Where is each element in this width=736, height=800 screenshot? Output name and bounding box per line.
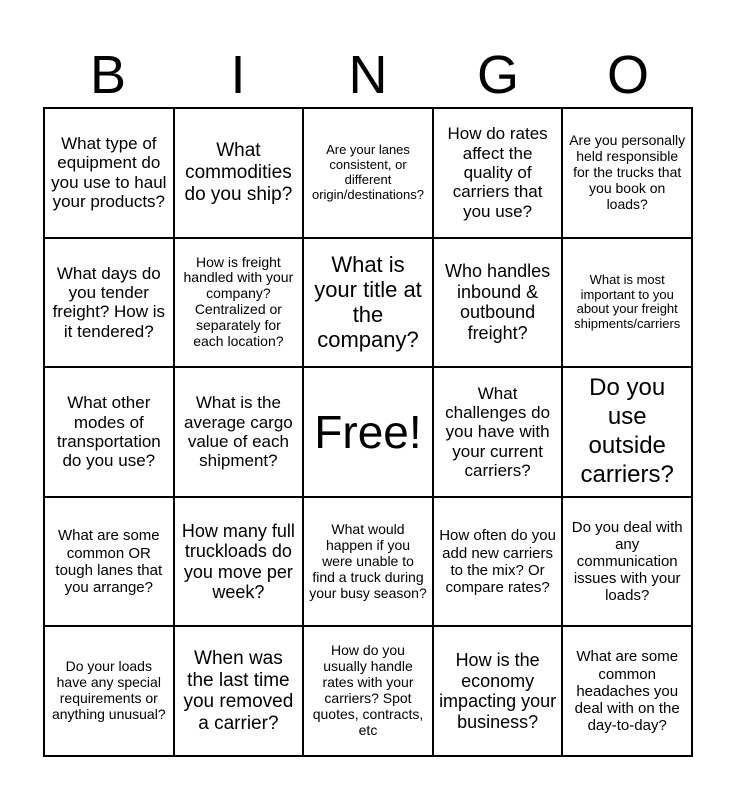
bingo-cell[interactable]: What challenges do you have with your current carriers? bbox=[433, 367, 563, 497]
bingo-cell[interactable]: What are some common headaches you deal with on the day-to-day? bbox=[562, 626, 692, 756]
header-letter-b: B bbox=[89, 45, 127, 105]
bingo-cell[interactable]: What other modes of transportation do you use? bbox=[44, 367, 174, 497]
bingo-cell[interactable]: Who handles inbound & outbound freight? bbox=[433, 238, 563, 368]
header-letter-g: G bbox=[476, 45, 519, 105]
bingo-cell[interactable]: When was the last time you removed a carrier? bbox=[174, 626, 304, 756]
bingo-cell[interactable]: What days do you tender freight? How is it tendered? bbox=[44, 238, 174, 368]
bingo-cell[interactable]: What commodities do you ship? bbox=[174, 108, 304, 238]
bingo-cell[interactable]: How many full truckloads do you move per week? bbox=[174, 497, 304, 627]
header-letter-o: O bbox=[606, 45, 649, 105]
bingo-cell[interactable]: How do rates affect the quality of carriers that you use? bbox=[433, 108, 563, 238]
bingo-cell[interactable]: How often do you add new carriers to the mix? Or compare rates? bbox=[433, 497, 563, 627]
bingo-cell[interactable]: Do your loads have any special requirements or anything unusual? bbox=[44, 626, 174, 756]
bingo-cell[interactable]: How is freight handled with your company? Centralized or separately for each location? bbox=[174, 238, 304, 368]
bingo-cell[interactable]: What is most important to you about your freight shipments/carriers bbox=[562, 238, 692, 368]
bingo-cell[interactable]: Are you personally held responsible for the trucks that you book on loads? bbox=[562, 108, 692, 238]
bingo-cell[interactable]: What is your title at the company? bbox=[303, 238, 433, 368]
bingo-board bbox=[43, 107, 693, 757]
bingo-cell[interactable]: Are your lanes consistent, or different origin/destinations? bbox=[303, 108, 433, 238]
free-space[interactable]: Free! bbox=[303, 367, 433, 497]
bingo-cell[interactable]: What type of equipment do you use to haul your products? bbox=[44, 108, 174, 238]
header-letter-n: N bbox=[348, 45, 388, 105]
bingo-cell[interactable]: How do you usually handle rates with your carriers? Spot quotes, contracts, etc bbox=[303, 626, 433, 756]
bingo-cell[interactable]: Do you deal with any communication issues with your loads? bbox=[562, 497, 692, 627]
bingo-cell[interactable]: How is the economy impacting your business? bbox=[433, 626, 563, 756]
bingo-cell[interactable]: What are some common OR tough lanes that you arrange? bbox=[44, 497, 174, 627]
bingo-header bbox=[43, 44, 693, 106]
bingo-cell[interactable]: What would happen if you were unable to find a truck during your busy season? bbox=[303, 497, 433, 627]
bingo-cell[interactable]: Do you use outside carriers? bbox=[562, 367, 692, 497]
bingo-cell[interactable]: What is the average cargo value of each shipment? bbox=[174, 367, 304, 497]
header-letter-i: I bbox=[230, 45, 246, 105]
